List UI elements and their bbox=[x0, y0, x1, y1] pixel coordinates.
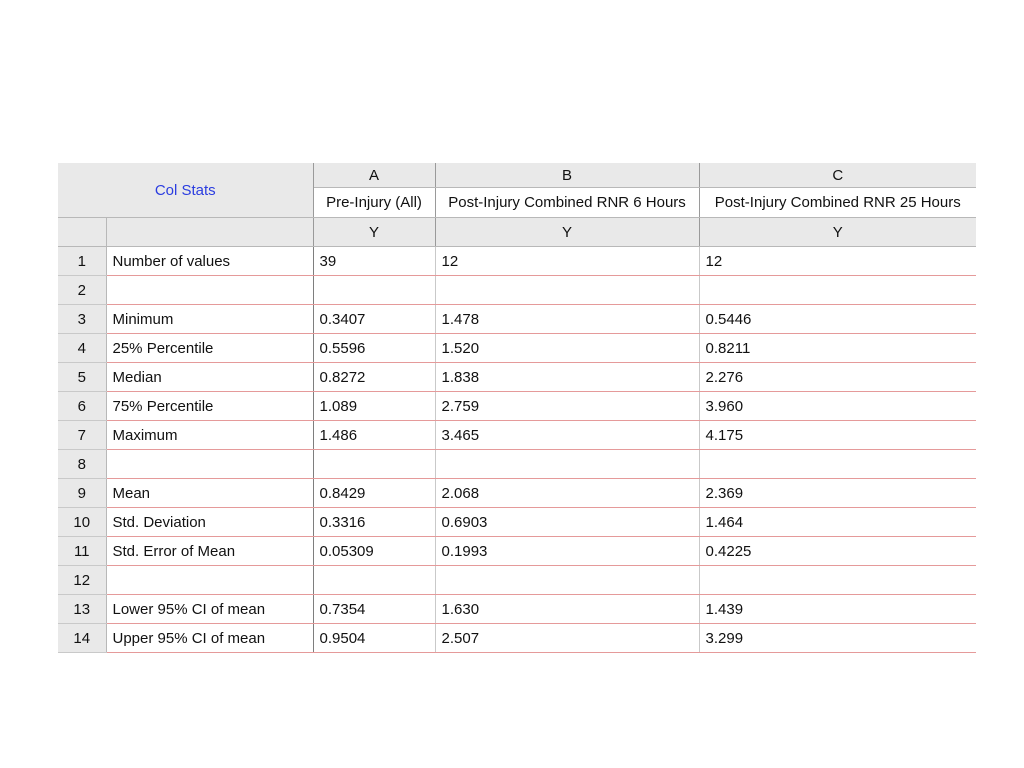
cell-c[interactable] bbox=[699, 566, 976, 595]
cell-a[interactable] bbox=[313, 450, 435, 479]
row-number[interactable]: 13 bbox=[58, 595, 106, 624]
col-stats-table bbox=[58, 163, 976, 653]
cell-b[interactable]: 2.507 bbox=[435, 624, 699, 653]
row-label[interactable]: 75% Percentile bbox=[106, 392, 313, 421]
table-row bbox=[58, 537, 976, 566]
cell-b[interactable] bbox=[435, 276, 699, 305]
row-number[interactable]: 3 bbox=[58, 305, 106, 334]
corner-cell bbox=[58, 218, 106, 247]
cell-b[interactable]: 1.630 bbox=[435, 595, 699, 624]
cell-a[interactable]: 39 bbox=[313, 247, 435, 276]
cell-b[interactable]: 2.068 bbox=[435, 479, 699, 508]
cell-c[interactable]: 3.960 bbox=[699, 392, 976, 421]
table-row bbox=[58, 392, 976, 421]
table-row bbox=[58, 276, 976, 305]
cell-c[interactable] bbox=[699, 450, 976, 479]
cell-a[interactable] bbox=[313, 276, 435, 305]
cell-c[interactable]: 0.5446 bbox=[699, 305, 976, 334]
row-label[interactable]: Maximum bbox=[106, 421, 313, 450]
column-type-b[interactable]: Y bbox=[435, 218, 699, 247]
cell-c[interactable]: 1.464 bbox=[699, 508, 976, 537]
row-label[interactable] bbox=[106, 276, 313, 305]
column-letter-b[interactable]: B bbox=[435, 163, 699, 188]
column-name-a[interactable]: Pre-Injury (All) bbox=[313, 188, 435, 218]
table-row bbox=[58, 479, 976, 508]
row-number[interactable]: 9 bbox=[58, 479, 106, 508]
row-number[interactable]: 4 bbox=[58, 334, 106, 363]
row-label[interactable]: Upper 95% CI of mean bbox=[106, 624, 313, 653]
row-label[interactable]: 25% Percentile bbox=[106, 334, 313, 363]
row-number[interactable]: 2 bbox=[58, 276, 106, 305]
row-number[interactable]: 1 bbox=[58, 247, 106, 276]
row-number[interactable]: 6 bbox=[58, 392, 106, 421]
table-row bbox=[58, 450, 976, 479]
cell-b[interactable] bbox=[435, 450, 699, 479]
cell-b[interactable]: 2.759 bbox=[435, 392, 699, 421]
cell-c[interactable]: 4.175 bbox=[699, 421, 976, 450]
table-row bbox=[58, 566, 976, 595]
cell-a[interactable]: 0.8272 bbox=[313, 363, 435, 392]
cell-c[interactable]: 0.8211 bbox=[699, 334, 976, 363]
table-title[interactable]: Col Stats bbox=[58, 163, 313, 218]
row-label[interactable]: Median bbox=[106, 363, 313, 392]
row-number[interactable]: 5 bbox=[58, 363, 106, 392]
row-label[interactable] bbox=[106, 566, 313, 595]
cell-a[interactable]: 0.05309 bbox=[313, 537, 435, 566]
cell-c[interactable]: 0.4225 bbox=[699, 537, 976, 566]
column-statistics-sheet bbox=[58, 163, 976, 653]
cell-c[interactable]: 2.369 bbox=[699, 479, 976, 508]
cell-c[interactable]: 12 bbox=[699, 247, 976, 276]
row-number[interactable]: 10 bbox=[58, 508, 106, 537]
table-row bbox=[58, 334, 976, 363]
row-number[interactable]: 7 bbox=[58, 421, 106, 450]
column-name-b[interactable]: Post-Injury Combined RNR 6 Hours bbox=[435, 188, 699, 218]
table-row bbox=[58, 247, 976, 276]
row-number[interactable]: 8 bbox=[58, 450, 106, 479]
row-number[interactable]: 14 bbox=[58, 624, 106, 653]
table-row bbox=[58, 363, 976, 392]
table-row bbox=[58, 508, 976, 537]
row-label[interactable] bbox=[106, 450, 313, 479]
cell-a[interactable]: 0.9504 bbox=[313, 624, 435, 653]
table-row bbox=[58, 421, 976, 450]
cell-b[interactable]: 12 bbox=[435, 247, 699, 276]
cell-a[interactable]: 0.8429 bbox=[313, 479, 435, 508]
cell-c[interactable] bbox=[699, 276, 976, 305]
cell-a[interactable]: 0.5596 bbox=[313, 334, 435, 363]
cell-c[interactable]: 2.276 bbox=[699, 363, 976, 392]
cell-a[interactable] bbox=[313, 566, 435, 595]
row-label[interactable]: Minimum bbox=[106, 305, 313, 334]
cell-b[interactable]: 1.838 bbox=[435, 363, 699, 392]
table-row bbox=[58, 595, 976, 624]
column-type-c[interactable]: Y bbox=[699, 218, 976, 247]
row-number[interactable]: 11 bbox=[58, 537, 106, 566]
cell-a[interactable]: 1.486 bbox=[313, 421, 435, 450]
cell-a[interactable]: 0.3407 bbox=[313, 305, 435, 334]
table-row bbox=[58, 305, 976, 334]
cell-a[interactable]: 0.7354 bbox=[313, 595, 435, 624]
cell-c[interactable]: 1.439 bbox=[699, 595, 976, 624]
cell-b[interactable]: 0.1993 bbox=[435, 537, 699, 566]
cell-a[interactable]: 1.089 bbox=[313, 392, 435, 421]
cell-b[interactable]: 1.520 bbox=[435, 334, 699, 363]
row-label[interactable]: Number of values bbox=[106, 247, 313, 276]
table-row bbox=[58, 624, 976, 653]
row-label[interactable]: Std. Deviation bbox=[106, 508, 313, 537]
cell-b[interactable]: 0.6903 bbox=[435, 508, 699, 537]
cell-c[interactable]: 3.299 bbox=[699, 624, 976, 653]
row-label[interactable]: Lower 95% CI of mean bbox=[106, 595, 313, 624]
row-label-header bbox=[106, 218, 313, 247]
column-letter-c[interactable]: C bbox=[699, 163, 976, 188]
cell-b[interactable]: 1.478 bbox=[435, 305, 699, 334]
cell-a[interactable]: 0.3316 bbox=[313, 508, 435, 537]
cell-b[interactable] bbox=[435, 566, 699, 595]
row-label[interactable]: Mean bbox=[106, 479, 313, 508]
row-label[interactable]: Std. Error of Mean bbox=[106, 537, 313, 566]
cell-b[interactable]: 3.465 bbox=[435, 421, 699, 450]
column-name-c[interactable]: Post-Injury Combined RNR 25 Hours bbox=[699, 188, 976, 218]
column-letter-a[interactable]: A bbox=[313, 163, 435, 188]
row-number[interactable]: 12 bbox=[58, 566, 106, 595]
column-type-a[interactable]: Y bbox=[313, 218, 435, 247]
